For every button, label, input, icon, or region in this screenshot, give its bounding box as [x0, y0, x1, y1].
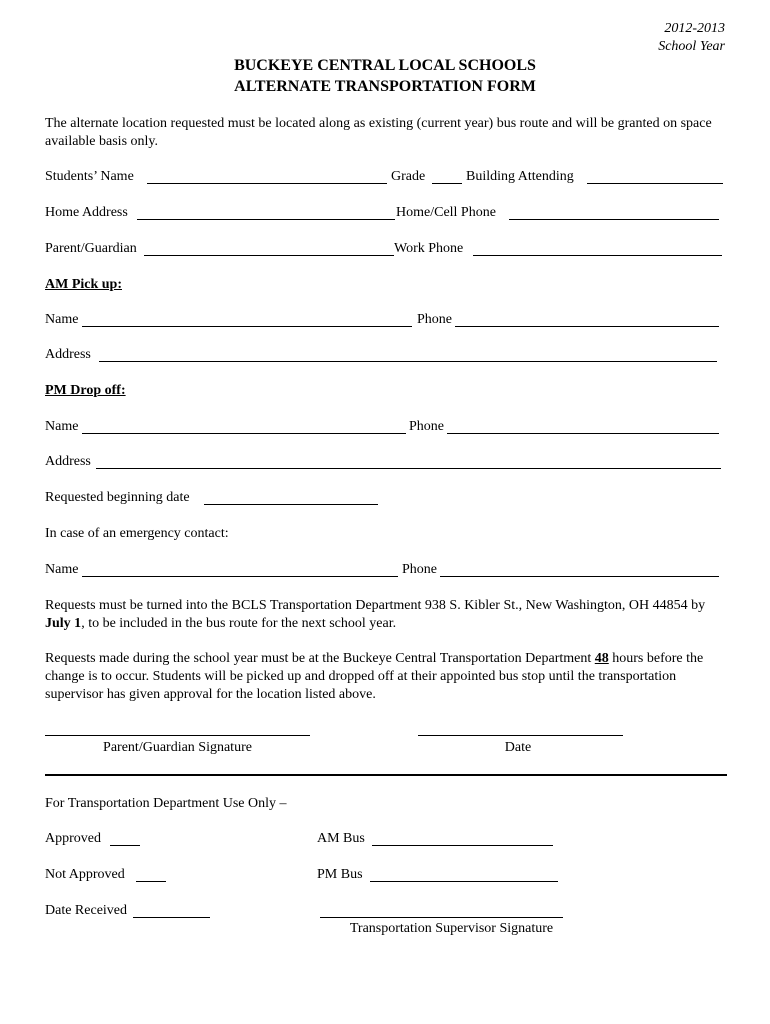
pm-name-field[interactable]: [82, 419, 406, 434]
home-address-label: Home Address: [45, 205, 128, 220]
am-phone-label: Phone: [417, 312, 452, 327]
home-cell-phone-field[interactable]: [509, 205, 719, 220]
pm-dropoff-heading: PM Drop off:: [45, 383, 126, 398]
date-signature-line[interactable]: [418, 735, 623, 736]
school-year-label: School Year: [658, 39, 725, 54]
am-name-field[interactable]: [82, 312, 412, 327]
deadline-notice: [45, 597, 727, 633]
building-attending-field[interactable]: [587, 169, 723, 184]
not-approved-label: Not Approved: [45, 867, 125, 882]
requested-date-field[interactable]: [204, 490, 378, 505]
approved-field[interactable]: [110, 831, 140, 846]
am-name-label: Name: [45, 312, 79, 327]
not-approved-field[interactable]: [136, 867, 166, 882]
parent-signature-line[interactable]: [45, 735, 310, 736]
pm-name-label: Name: [45, 419, 79, 434]
work-phone-label: Work Phone: [394, 241, 464, 256]
parent-signature-label: Parent/Guardian Signature: [103, 740, 252, 755]
form-title-line1: BUCKEYE CENTRAL LOCAL SCHOOLS: [234, 57, 536, 74]
am-pickup-heading: AM Pick up:: [45, 277, 122, 292]
students-name-field[interactable]: [147, 169, 387, 184]
deadline-notice-text-1: Requests must be turned into the BCLS Transportation Department 938 S. Kibler St., New Washington, OH 44854 by: [45, 598, 706, 613]
emergency-name-label: Name: [45, 562, 79, 577]
am-address-label: Address: [45, 347, 91, 362]
am-bus-label: AM Bus: [317, 831, 365, 846]
school-year: 2012-2013: [664, 21, 725, 36]
pm-address-field[interactable]: [96, 454, 721, 469]
emergency-phone-field[interactable]: [440, 562, 719, 577]
supervisor-signature-label: Transportation Supervisor Signature: [349, 921, 554, 936]
intro-paragraph: The alternate location requested must be located along as existing (current year) bus route and will be granted on space available basis only.: [45, 116, 712, 149]
work-phone-field[interactable]: [473, 241, 722, 256]
form-title-line2: ALTERNATE TRANSPORTATION FORM: [234, 78, 536, 95]
supervisor-signature-line[interactable]: [320, 917, 563, 918]
requested-date-label: Requested beginning date: [45, 490, 190, 505]
emergency-name-field[interactable]: [82, 562, 398, 577]
emergency-phone-label: Phone: [402, 562, 437, 577]
grade-label: Grade: [391, 169, 426, 184]
home-cell-phone-label: Home/Cell Phone: [396, 205, 496, 220]
am-address-field[interactable]: [99, 347, 717, 362]
deadline-notice-text-2: , to be included in the bus route for the next school year.: [81, 616, 397, 631]
pm-address-label: Address: [45, 454, 91, 469]
approved-label: Approved: [45, 831, 101, 846]
date-signature-label: Date: [504, 740, 532, 755]
building-attending-label: Building Attending: [466, 169, 574, 184]
am-phone-field[interactable]: [455, 312, 719, 327]
pm-phone-field[interactable]: [447, 419, 719, 434]
deadline-date: July 1: [45, 616, 82, 631]
grade-field[interactable]: [432, 169, 462, 184]
date-received-label: Date Received: [45, 903, 128, 918]
students-name-label: Students’ Name: [45, 169, 134, 184]
section-divider: [45, 774, 727, 776]
home-address-field[interactable]: [137, 205, 395, 220]
am-bus-field[interactable]: [372, 831, 553, 846]
parent-guardian-label: Parent/Guardian: [45, 241, 137, 256]
notice-hours: 48: [594, 651, 609, 666]
pm-bus-label: PM Bus: [317, 867, 363, 882]
office-use-heading: For Transportation Department Use Only –: [45, 796, 287, 811]
midyear-notice-text-2: hours before the change is to occur. Students will be picked up and dropped off at their appointed bus stop until the transportation supervisor has given approval for the location listed above.: [45, 651, 704, 702]
date-received-field[interactable]: [133, 903, 210, 918]
pm-phone-label: Phone: [409, 419, 444, 434]
parent-guardian-field[interactable]: [144, 241, 394, 256]
midyear-notice: [45, 650, 727, 704]
emergency-intro: In case of an emergency contact:: [45, 526, 229, 541]
midyear-notice-text-1: Requests made during the school year must be at the Buckeye Central Transportation Department: [45, 651, 595, 666]
pm-bus-field[interactable]: [370, 867, 558, 882]
